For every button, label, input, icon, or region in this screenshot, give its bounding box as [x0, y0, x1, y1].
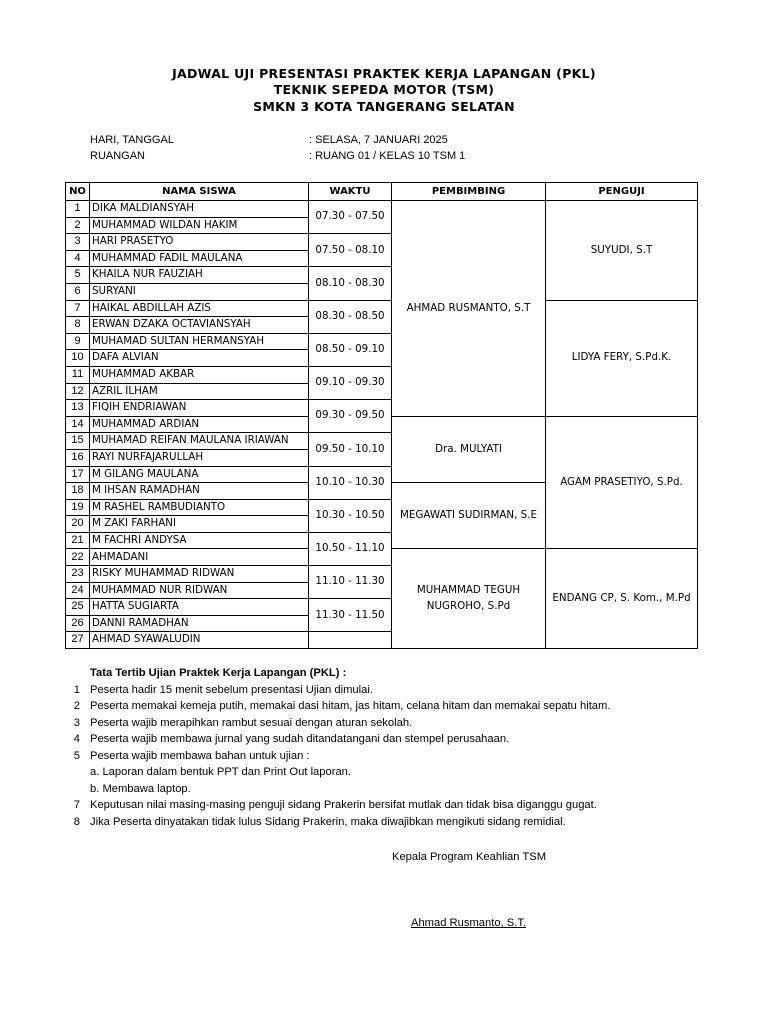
- row-number: 19: [66, 499, 90, 516]
- document-subtitle-program: TEKNIK SEPEDA MOTOR (TSM): [273, 82, 495, 97]
- rule-text: Peserta hadir 15 menit sebelum presentasi Ujian dimulai.: [90, 683, 373, 696]
- row-number: 27: [66, 632, 90, 649]
- header-examiner: PENGUJI: [546, 183, 698, 201]
- student-name: DAFA ALVIAN: [90, 350, 309, 367]
- header-no: NO: [66, 183, 90, 201]
- signature-role: Kepala Program Keahlian TSM: [392, 851, 547, 863]
- advisor-cell: AHMAD RUSMANTO, S.T: [392, 201, 546, 417]
- student-name: RISKY MUHAMMAD RIDWAN: [90, 566, 309, 583]
- table-row: [66, 201, 698, 218]
- schedule-table: [65, 182, 698, 649]
- row-number: 2: [66, 217, 90, 234]
- time-slot-empty: [309, 632, 392, 649]
- student-name: HATTA SUGIARTA: [90, 599, 309, 616]
- room-label: RUANGAN: [90, 150, 146, 162]
- document-subtitle-school: SMKN 3 KOTA TANGERANG SELATAN: [253, 99, 515, 114]
- student-name: MUHAMMAD NUR RIDWAN: [90, 582, 309, 599]
- row-number: 14: [66, 416, 90, 433]
- student-name: HARI PRASETYO: [90, 234, 309, 251]
- row-number: 11: [66, 366, 90, 383]
- row-number: 21: [66, 532, 90, 549]
- row-number: 15: [66, 433, 90, 450]
- student-name: M IHSAN RAMADHAN: [90, 483, 309, 500]
- table-row: [66, 300, 698, 317]
- rule-text: Peserta wajib membawa bahan untuk ujian :: [90, 749, 310, 762]
- rule-number: 5: [73, 749, 80, 762]
- row-number: 1: [66, 201, 90, 218]
- row-number: 16: [66, 449, 90, 466]
- time-slot: 07.50 - 08.10: [309, 234, 392, 267]
- student-name: MUHAMAD SULTAN HERMANSYAH: [90, 333, 309, 350]
- rule-text: Peserta memakai kemeja putih, memakai dasi hitam, jas hitam, celana hitam dan memakai sepatu hitam.: [90, 700, 611, 712]
- student-name: KHAILA NUR FAUZIAH: [90, 267, 309, 284]
- row-number: 24: [66, 582, 90, 599]
- student-name: M ZAKI FARHANI: [90, 516, 309, 533]
- time-slot: 10.10 - 10.30: [309, 466, 392, 499]
- student-name: MUHAMMAD WILDAN HAKIM: [90, 217, 309, 234]
- student-name: AHMAD SYAWALUDIN: [90, 632, 309, 649]
- student-name: MUHAMMAD AKBAR: [90, 366, 309, 383]
- student-name: M FACHRI ANDYSA: [90, 532, 309, 549]
- time-slot: 07.30 - 07.50: [309, 201, 392, 234]
- examiner-cell: ENDANG CP, S. Kom., M.Pd: [546, 549, 698, 649]
- row-number: 8: [66, 317, 90, 334]
- rule-number: 3: [73, 716, 80, 729]
- row-number: 5: [66, 267, 90, 284]
- time-slot: 09.10 - 09.30: [309, 366, 392, 399]
- time-slot: 11.10 - 11.30: [309, 566, 392, 599]
- rule-text: Keputusan nilai masing-masing penguji sidang Prakerin bersifat mutlak dan tidak bisa diganggu gugat.: [90, 799, 597, 811]
- student-name: DANNI RAMADHAN: [90, 615, 309, 632]
- header-advisor: PEMBIMBING: [392, 183, 546, 201]
- rule-number: 8: [73, 815, 80, 828]
- row-number: 13: [66, 400, 90, 417]
- time-slot: 08.10 - 08.30: [309, 267, 392, 300]
- examiner-cell: AGAM PRASETIYO, S.Pd.: [546, 416, 698, 549]
- student-name: MUHAMAD REIFAN MAULANA IRIAWAN: [90, 433, 309, 450]
- advisor-cell: Dra. MULYATI: [392, 416, 546, 482]
- row-number: 10: [66, 350, 90, 367]
- advisor-cell: MUHAMMAD TEGUH NUGROHO, S.Pd: [392, 549, 546, 649]
- student-name: AZRIL ILHAM: [90, 383, 309, 400]
- time-slot: 09.30 - 09.50: [309, 400, 392, 433]
- row-number: 9: [66, 333, 90, 350]
- room-value: : RUANG 01 / KELAS 10 TSM 1: [309, 150, 466, 162]
- time-slot: 10.30 - 10.50: [309, 499, 392, 532]
- row-number: 26: [66, 615, 90, 632]
- row-number: 7: [66, 300, 90, 317]
- document-title: JADWAL UJI PRESENTASI PRAKTEK KERJA LAPANGAN (PKL): [172, 66, 596, 81]
- row-number: 20: [66, 516, 90, 533]
- header-name: NAMA SISWA: [90, 183, 309, 201]
- student-name: FIQIH ENDRIAWAN: [90, 400, 309, 417]
- rule-text: Peserta wajib membawa jurnal yang sudah ditandatangani dan stempel perusahaan.: [90, 733, 510, 745]
- time-slot: 08.30 - 08.50: [309, 300, 392, 333]
- student-name: DIKA MALDIANSYAH: [90, 201, 309, 218]
- rule-number: 1: [73, 683, 80, 696]
- student-name: MUHAMMAD FADIL MAULANA: [90, 250, 309, 267]
- table-header-row: [66, 183, 698, 201]
- student-name: SURYANI: [90, 283, 309, 300]
- row-number: 23: [66, 566, 90, 583]
- student-name: AHMADANI: [90, 549, 309, 566]
- row-number: 4: [66, 250, 90, 267]
- examiner-cell: LIDYA FERY, S.Pd.K.: [546, 300, 698, 416]
- rule-text: b. Membawa laptop.: [90, 782, 191, 795]
- day-label: HARI, TANGGAL: [90, 134, 174, 146]
- rule-number: 2: [73, 700, 80, 712]
- row-number: 18: [66, 483, 90, 500]
- row-number: 22: [66, 549, 90, 566]
- rule-number: 7: [73, 799, 80, 811]
- student-name: ERWAN DZAKA OCTAVIANSYAH: [90, 317, 309, 334]
- rules-title: Tata Tertib Ujian Praktek Kerja Lapangan (PKL) :: [90, 667, 347, 679]
- student-name: RAYI NURFAJARULLAH: [90, 449, 309, 466]
- header-time: WAKTU: [309, 183, 392, 201]
- rule-text: a. Laporan dalam bentuk PPT dan Print Out laporan.: [90, 766, 351, 778]
- examiner-cell: SUYUDI, S.T: [546, 201, 698, 301]
- row-number: 6: [66, 283, 90, 300]
- row-number: 12: [66, 383, 90, 400]
- student-name: M RASHEL RAMBUDIANTO: [90, 499, 309, 516]
- row-number: 25: [66, 599, 90, 616]
- rule-text: Jika Peserta dinyatakan tidak lulus Sidang Prakerin, maka diwajibkan mengikuti sidang remidial.: [90, 815, 566, 828]
- row-number: 17: [66, 466, 90, 483]
- student-name: MUHAMMAD ARDIAN: [90, 416, 309, 433]
- row-number: 3: [66, 234, 90, 251]
- advisor-cell: MEGAWATI SUDIRMAN, S.E: [392, 483, 546, 549]
- rule-number: 4: [73, 733, 80, 745]
- time-slot: 08.50 - 09.10: [309, 333, 392, 366]
- rule-text: Peserta wajib merapihkan rambut sesuai dengan aturan sekolah.: [90, 716, 413, 729]
- time-slot: 09.50 - 10.10: [309, 433, 392, 466]
- time-slot: 11.30 - 11.50: [309, 599, 392, 632]
- time-slot: 10.50 - 11.10: [309, 532, 392, 565]
- student-name: HAIKAL ABDILLAH AZIS: [90, 300, 309, 317]
- signature-name: Ahmad Rusmanto, S.T.: [411, 917, 527, 929]
- student-name: M GILANG MAULANA: [90, 466, 309, 483]
- day-value: : SELASA, 7 JANUARI 2025: [309, 134, 448, 146]
